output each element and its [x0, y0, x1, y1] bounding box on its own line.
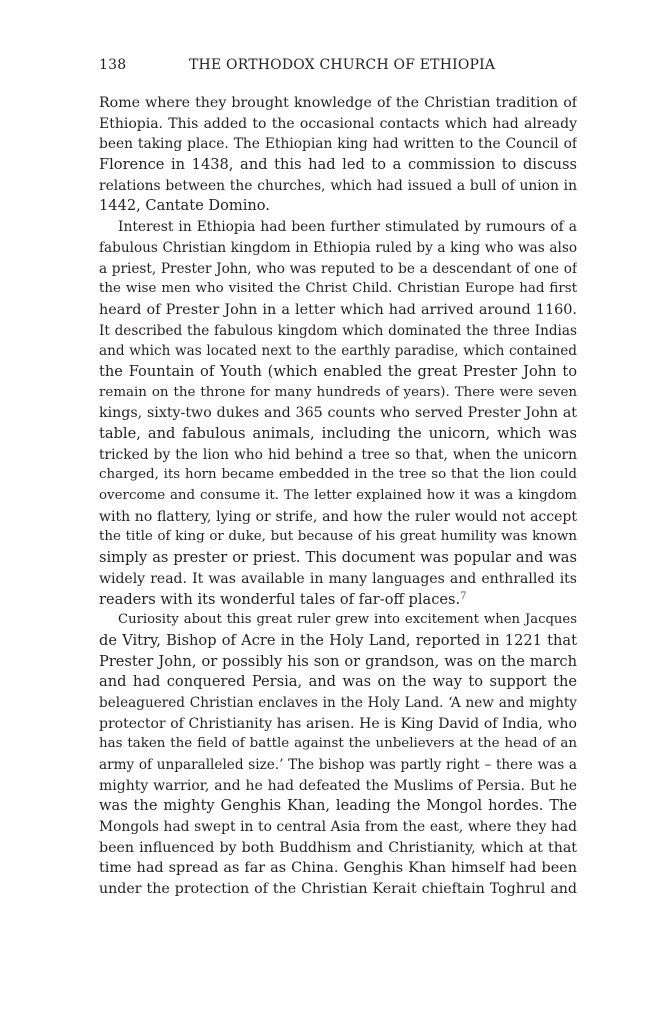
text-line: fabulous Christian kingdom in Ethiopia ruled by a king who was also: [99, 239, 577, 256]
text-line: Rome where they brought knowledge of the Christian tradition of: [99, 95, 577, 111]
running-head: [99, 56, 577, 78]
text-line: with no flattery, lying or strife, and how the ruler would not accept: [99, 508, 577, 525]
text-line: under the protection of the Christian Kerait chieftain Toghrul and: [99, 881, 577, 898]
running-title: THE ORTHODOX CHURCH OF ETHIOPIA: [189, 57, 496, 73]
text-line: been influenced by both Buddhism and Christianity, which at that: [99, 839, 577, 856]
footnote-reference[interactable]: 7: [460, 590, 467, 602]
text-line: readers with its wonderful tales of far-off places.$^7$: [99, 590, 467, 608]
text-line: beleaguered Christian enclaves in the Holy Land. ‘A new and mighty: [99, 694, 577, 711]
body-text: [99, 93, 577, 900]
text-line: remain on the throne for many hundreds of years). There were seven: [99, 384, 577, 400]
paragraph: [99, 217, 577, 610]
text-line: the wise men who visited the Christ Child. Christian Europe had first: [99, 281, 577, 297]
text-line: simply as prester or priest. This document was popular and was: [99, 549, 577, 567]
text-line: overcome and consume it. The letter explained how it was a kingdom: [99, 488, 577, 504]
text-line: de Vitry, Bishop of Acre in the Holy Land, reported in 1221 that: [99, 631, 577, 649]
text-line: protector of Christianity has arisen. He is King David of India, who: [99, 715, 577, 732]
text-line: Prester John, or possibly his son or grandson, was on the march: [99, 652, 577, 670]
paragraph: [99, 93, 577, 217]
text-line: Mongols had swept in to central Asia from the east, where they had: [99, 819, 577, 836]
text-line: tricked by the lion who hid behind a tree so that, when the unicorn: [99, 446, 577, 463]
text-line: It described the fabulous kingdom which dominated the three Indias: [99, 322, 577, 339]
text-line: the title of king or duke, but because of his great humility was known: [99, 529, 577, 545]
text-line: 1442, Cantate Domino.: [99, 197, 270, 215]
text-line: the Fountain of Youth (which enabled the great Prester John to: [99, 362, 577, 380]
text-line: mighty warrior, and he had defeated the Muslims of Persia. But he: [99, 777, 577, 794]
text-line: Florence in 1438, and this had led to a commission to discuss: [99, 156, 577, 174]
text-line: has taken the field of battle against the unbelievers at the head of an: [99, 736, 577, 752]
text-line: kings, sixty-two dukes and 365 counts who served Prester John at: [99, 405, 577, 422]
text-line: charged, its horn became embedded in the tree so that the lion could: [99, 467, 577, 483]
paragraph: [99, 610, 577, 900]
text-line: table, and fabulous animals, including the unicorn, which was: [99, 425, 577, 443]
text-line: and had conquered Persia, and was on the way to support the: [99, 673, 577, 691]
text-line: widely read. It was available in many languages and enthralled its: [99, 570, 577, 587]
text-line: Interest in Ethiopia had been further stimulated by rumours of a: [118, 219, 577, 236]
text-line: Ethiopia. This added to the occasional contacts which had already: [99, 115, 577, 132]
text-line: and which was located next to the earthly paradise, which contained: [99, 343, 577, 360]
text-line: was the mighty Genghis Khan, leading the Mongol hordes. The: [99, 797, 577, 815]
text-line: heard of Prester John in a letter which had arrived around 1160.: [99, 301, 577, 318]
text-line: time had spread as far as China. Genghis Khan himself had been: [99, 860, 577, 877]
text-line: army of unparalleled size.’ The bishop was partly right – there was a: [99, 757, 577, 774]
text-line: relations between the churches, which had issued a bull of union in: [99, 177, 577, 194]
text-line: a priest, Prester John, who was reputed to be a descendant of one of: [99, 260, 577, 277]
text-line: Curiosity about this great ruler grew into excitement when Jacques: [118, 612, 577, 628]
page-number: 138: [99, 57, 127, 73]
text-line: been taking place. The Ethiopian king had written to the Council of: [99, 136, 577, 153]
